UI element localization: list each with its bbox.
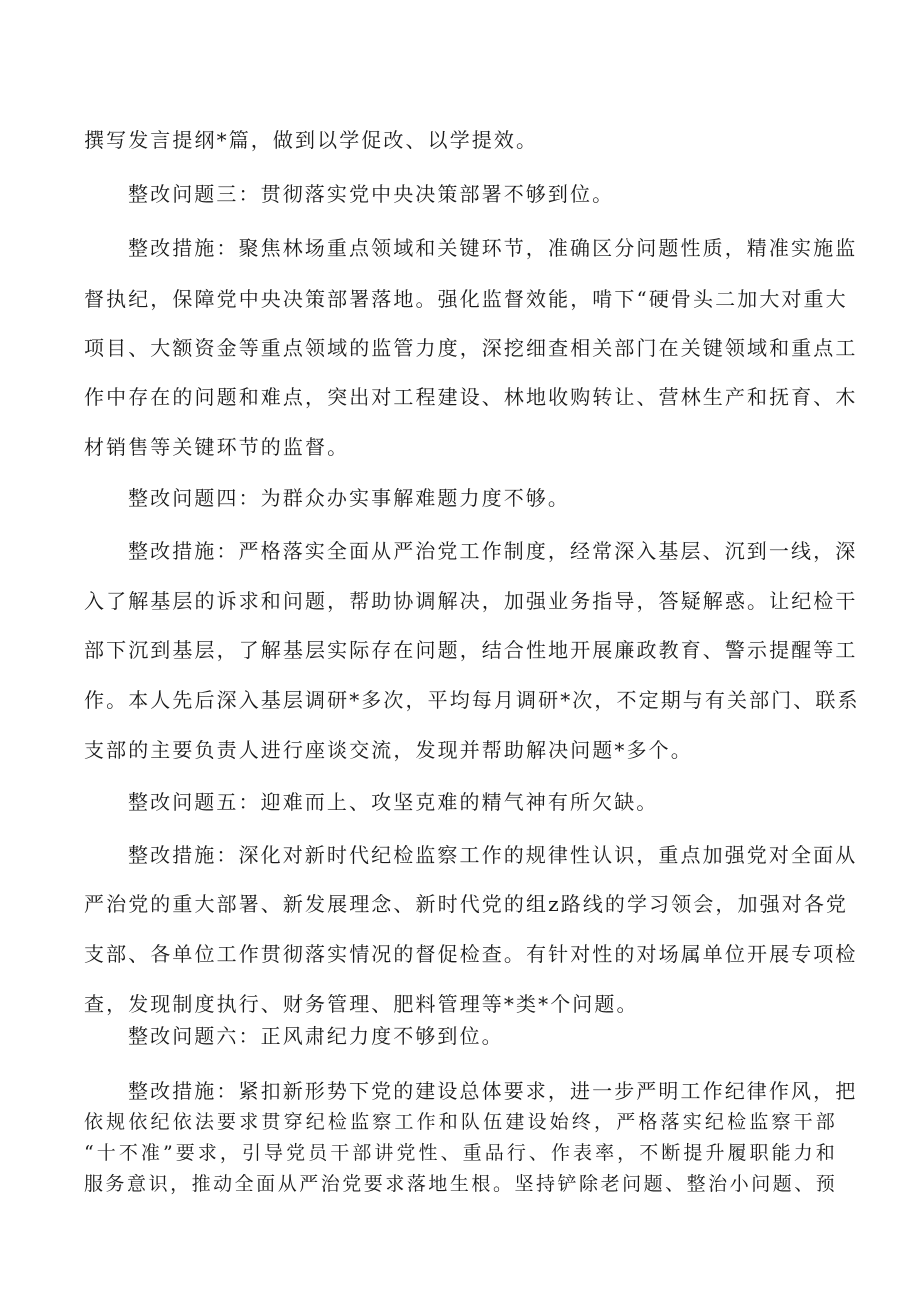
- paragraph-line: 支部的主要负责人进行座谈交流，发现并帮助解决问题*多个。: [84, 738, 693, 762]
- paragraph-line: 整改措施：紧扣新形势下党的建设总体要求，进一步严明工作纪律作风，把: [128, 1079, 858, 1103]
- rectification-issue-heading: 整改问题五：迎难而上、攻坚克难的精气神有所欠缺。: [128, 790, 659, 814]
- paragraph-line: 项目、大额资金等重点领域的监管力度，深挖细查相关部门在关键领域和重点工: [84, 336, 858, 360]
- paragraph-line: 依规依纪依法要求贯穿纪检监察工作和队伍建设始终，严格落实纪检监察干部: [84, 1111, 836, 1133]
- rectification-issue-heading: 整改问题三：贯彻落实党中央决策部署不够到位。: [128, 182, 615, 206]
- paragraph-line: 服务意识，推动全面从严治党要求落地生根。坚持铲除老问题、整治小问题、预: [84, 1173, 836, 1195]
- paragraph-line: “十不准”要求，引导党员干部讲党性、重品行、作表率，不断提升履职能力和: [84, 1142, 836, 1164]
- paragraph-line: 整改措施：深化对新时代纪检监察工作的规律性认识，重点加强党对全面从: [128, 843, 858, 867]
- paragraph-line: 作。本人先后深入基层调研*多次，平均每月调研*次，不定期与有关部门、联系: [84, 688, 860, 712]
- paragraph-line: 作中存在的问题和难点，突出对工程建设、林地收购转让、营林生产和抚育、木: [84, 385, 858, 409]
- paragraph-line: 材销售等关键环节的监督。: [84, 435, 350, 459]
- paragraph-line: 支部、各单位工作贯彻落实情况的督促检查。有针对性的对场属单位开展专项检: [84, 942, 858, 966]
- paragraph-line: 入了解基层的诉求和问题，帮助协调解决，加强业务指导，答疑解惑。让纪检干: [84, 589, 858, 613]
- rectification-issue-heading: 整改问题六：正风肃纪力度不够到位。: [128, 1024, 504, 1048]
- paragraph-line: 严治党的重大部署、新发展理念、新时代党的组z路线的学习领会，加强对各党: [84, 892, 849, 916]
- paragraph-line: 整改措施：严格落实全面从严治党工作制度，经常深入基层、沉到一线，深: [128, 539, 858, 563]
- paragraph-line: 整改措施：聚焦林场重点领域和关键环节，准确区分问题性质，精准实施监: [128, 236, 858, 260]
- paragraph-line: 查，发现制度执行、财务管理、肥料管理等*类*个问题。: [84, 992, 639, 1016]
- paragraph-line: 督执纪，保障党中央决策部署落地。强化监督效能，啃下“硬骨头二加大对重大: [84, 287, 848, 311]
- paragraph-line: 部下沉到基层，了解基层实际存在问题，结合性地开展廉政教育、警示提醒等工: [84, 638, 858, 662]
- paragraph-line: 撰写发言提纲*篇，做到以学促改、以学提效。: [84, 128, 539, 152]
- rectification-issue-heading: 整改问题四：为群众办实事解难题力度不够。: [128, 486, 570, 510]
